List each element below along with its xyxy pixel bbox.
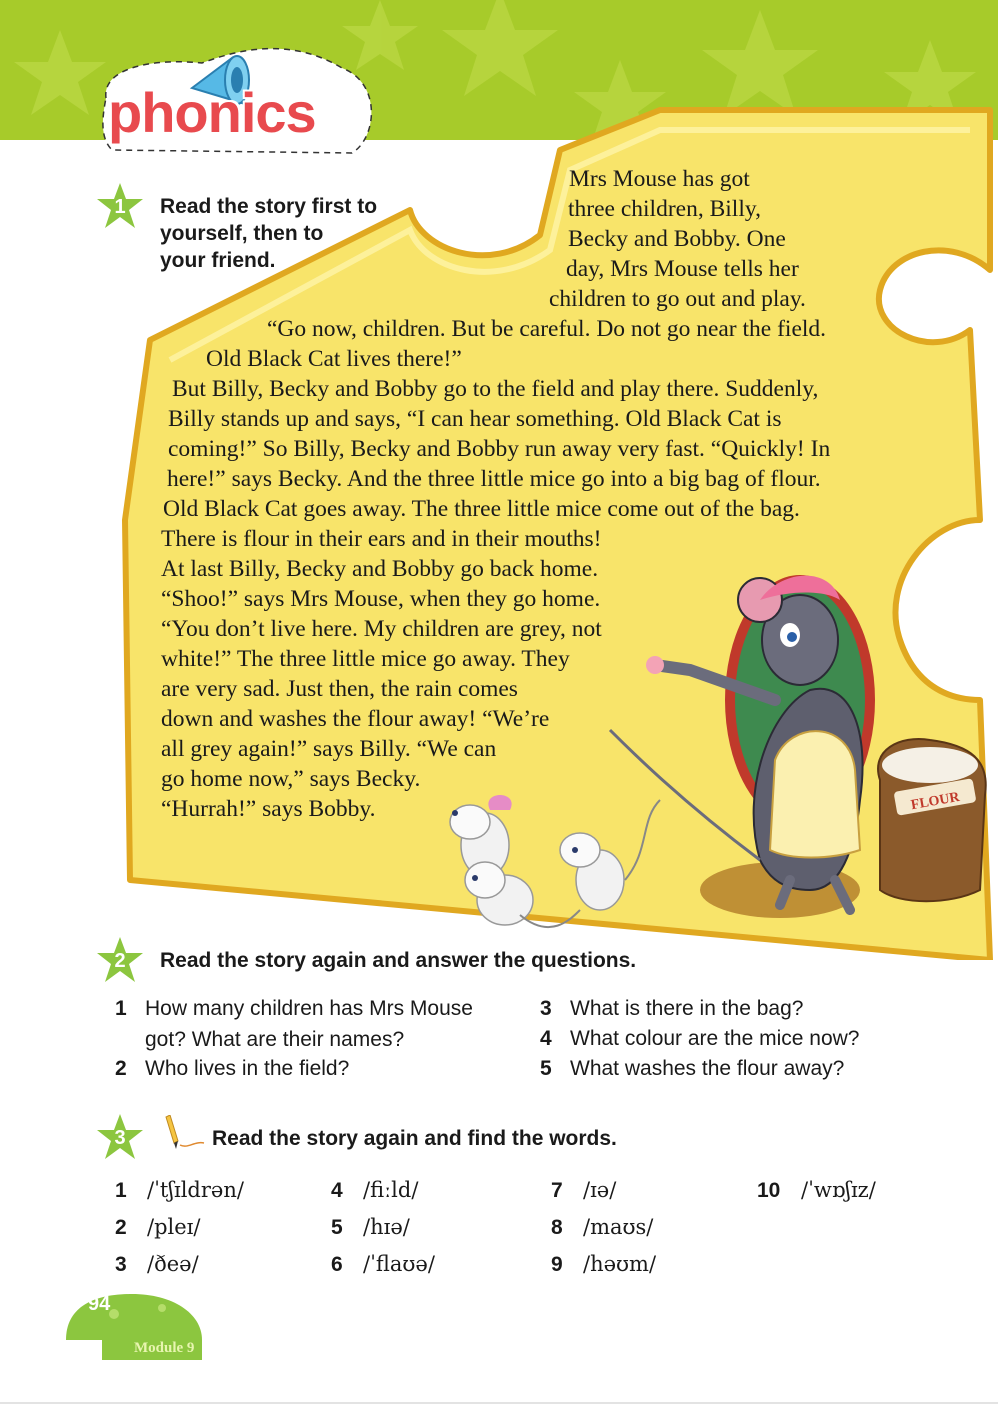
word-number: 2 <box>115 1216 127 1239</box>
question-item <box>540 1024 859 1054</box>
word-number: 5 <box>331 1216 343 1239</box>
page-bottom-line <box>0 1402 998 1404</box>
mrs-mouse-image <box>610 576 863 910</box>
page-number: 94 <box>88 1293 111 1315</box>
word-number: 1 <box>115 1179 127 1202</box>
word-ipa: /hɪə/ <box>363 1215 410 1239</box>
story-line: “Shoo!” says Mrs Mouse, when they go home. <box>161 586 601 612</box>
question-number: 2 <box>115 1057 127 1080</box>
pencil-icon <box>160 1115 206 1151</box>
word-item <box>551 1178 616 1203</box>
word-ipa: /ˈflaʊə/ <box>363 1252 435 1276</box>
story-line: Billy stands up and says, “I can hear something. Old Black Cat is <box>168 406 782 432</box>
word-item <box>115 1215 200 1240</box>
word-ipa: /maʊs/ <box>583 1215 654 1239</box>
word-ipa: /ðeə/ <box>147 1252 199 1276</box>
word-ipa: /fiːld/ <box>363 1178 419 1202</box>
instruction-line: Read the story first to <box>160 195 378 218</box>
story-line: But Billy, Becky and Bobby go to the field and play there. Suddenly, <box>172 376 819 402</box>
question-item <box>540 1054 844 1084</box>
word-number: 8 <box>551 1216 563 1239</box>
story-line: go home now,” says Becky. <box>161 766 421 792</box>
word-number: 4 <box>331 1179 343 1202</box>
question-item <box>115 1054 349 1084</box>
story-line: here!” says Becky. And the three little mice go into a big bag of flour. <box>167 466 821 492</box>
story-line: children to go out and play. <box>549 286 806 312</box>
word-item <box>551 1215 653 1240</box>
question-text: What is there in the bag? <box>570 997 804 1020</box>
word-ipa: /ˈwɒʃɪz/ <box>801 1178 876 1202</box>
word-number: 10 <box>757 1179 781 1202</box>
word-number: 6 <box>331 1253 343 1276</box>
story-line: “You don’t live here. My children are grey, not <box>161 616 602 642</box>
question-text: Who lives in the field? <box>145 1057 350 1080</box>
word-item <box>551 1252 656 1277</box>
question-text: What colour are the mice now? <box>570 1027 860 1050</box>
story-line: coming!” So Billy, Becky and Bobby run away very fast. “Quickly! In <box>168 436 831 462</box>
story-line: Becky and Bobby. One <box>568 226 786 252</box>
question-text: How many children has Mrs Mouse <box>145 997 473 1020</box>
word-item <box>757 1178 876 1203</box>
word-item <box>115 1252 199 1277</box>
word-number: 3 <box>115 1253 127 1276</box>
logo-text: phonics <box>108 81 316 144</box>
instruction-line: your friend. <box>160 249 276 272</box>
question-number: 5 <box>540 1057 552 1080</box>
story-line: “Hurrah!” says Bobby. <box>161 796 376 822</box>
story-line: down and washes the flour away! “We’re <box>161 706 550 732</box>
word-number: 7 <box>551 1179 563 1202</box>
module-label: Module 9 <box>134 1340 195 1356</box>
question-item <box>115 994 473 1024</box>
instruction-line: yourself, then to <box>160 222 324 245</box>
section-3-instruction: Read the story again and find the words. <box>212 1127 617 1150</box>
story-line: day, Mrs Mouse tells her <box>566 256 799 282</box>
section-2-number: 2 <box>114 950 126 972</box>
story-line: Old Black Cat goes away. The three little mice come out of the bag. <box>163 496 800 522</box>
question-number: 4 <box>540 1027 552 1050</box>
word-ipa: /ˈtʃɪldrən/ <box>147 1178 244 1202</box>
section-1-instruction <box>160 193 377 274</box>
story-line: all grey again!” says Billy. “We can <box>161 736 497 762</box>
word-ipa: /həʊm/ <box>583 1252 657 1276</box>
story-line: are very sad. Just then, the rain comes <box>161 676 518 702</box>
question-item-continued: got? What are their names? <box>145 1028 405 1051</box>
story-line: “Go now, children. But be careful. Do not go near the field. <box>267 316 827 342</box>
word-item <box>331 1178 418 1203</box>
word-ipa: /ɪə/ <box>583 1178 617 1202</box>
section-3-number: 3 <box>114 1127 126 1149</box>
story-line: At last Billy, Becky and Bobby go back home. <box>161 556 599 582</box>
question-number: 3 <box>540 997 552 1020</box>
word-ipa: /pleɪ/ <box>147 1215 201 1239</box>
story-line: There is flour in their ears and in their mouths! <box>161 526 602 552</box>
word-item <box>331 1252 435 1277</box>
story-line: three children, Billy, <box>568 196 761 222</box>
flour-bag-image <box>878 739 986 901</box>
three-white-mice-image <box>450 795 660 927</box>
story-line: Old Black Cat lives there!” <box>206 346 462 372</box>
section-2-instruction: Read the story again and answer the questions. <box>160 949 637 972</box>
story-line: Mrs Mouse has got <box>569 166 750 192</box>
question-number: 1 <box>115 997 127 1020</box>
question-item <box>540 994 803 1024</box>
story-line: white!” The three little mice go away. They <box>161 646 570 672</box>
word-item <box>331 1215 410 1240</box>
word-item <box>115 1178 244 1203</box>
word-number: 9 <box>551 1253 563 1276</box>
section-1-number: 1 <box>114 196 126 218</box>
flour-label: FLOUR <box>909 789 961 814</box>
question-text: What washes the flour away? <box>570 1057 845 1080</box>
